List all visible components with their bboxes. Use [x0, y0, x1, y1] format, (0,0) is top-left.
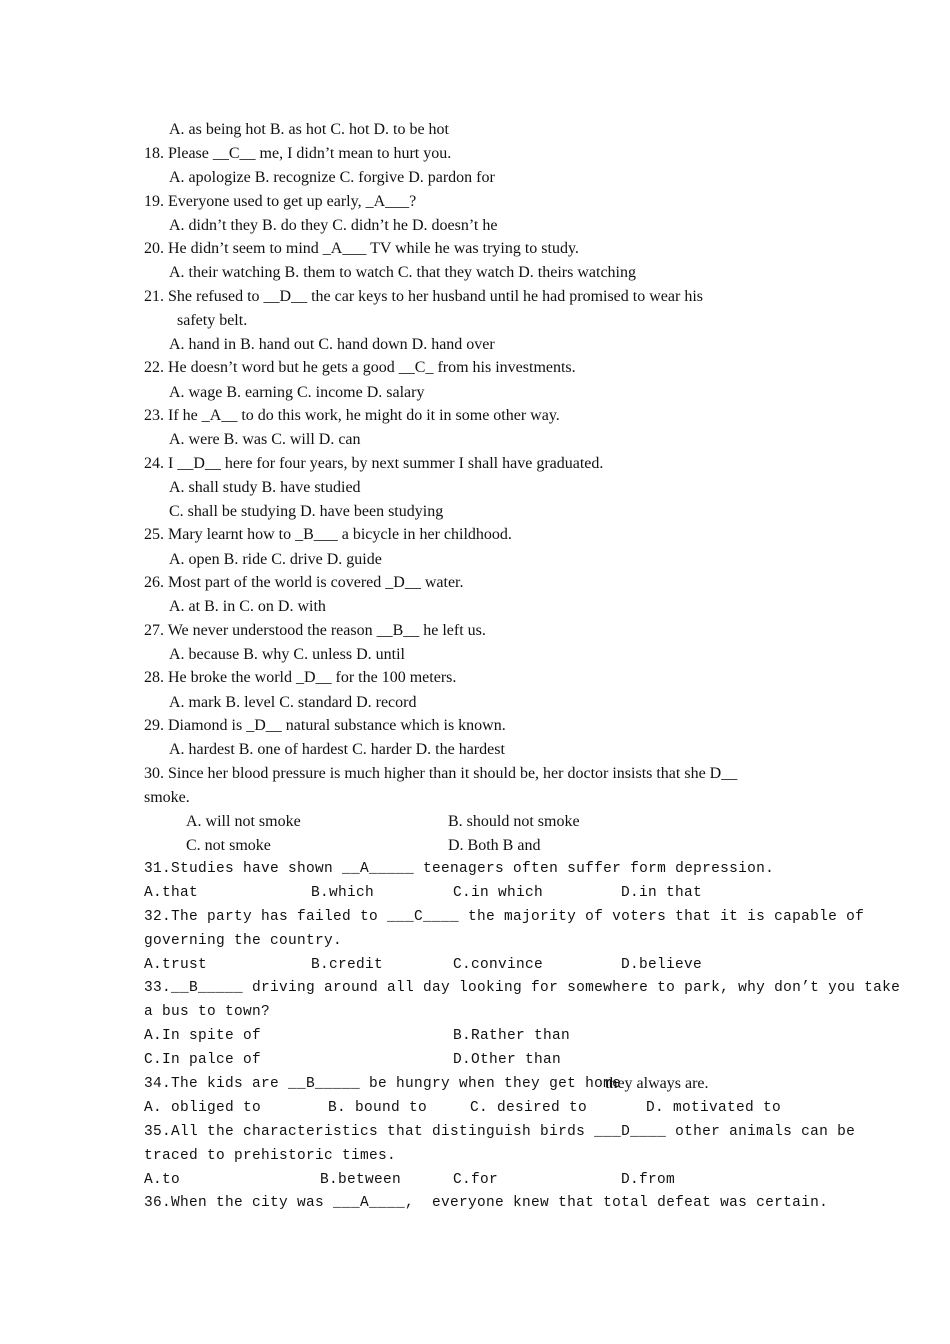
q22-question: 22. He doesn’t word but he gets a good __C_ from his investments. [144, 359, 576, 376]
q34-question: 34.The kids are __B_____ be hungry when they get home [144, 1076, 622, 1092]
q32-option-a: A.trust [144, 957, 208, 973]
q19-options: A. didn’t they B. do they C. didn’t he D. doesn’t he [169, 217, 498, 234]
q36-question: 36.When the city was ___A____, everyone knew that total defeat was certain. [144, 1195, 829, 1211]
q18-question: 18. Please __C__ me, I didn’t mean to hurt you. [144, 145, 452, 162]
q18-options: A. apologize B. recognize C. forgive D. pardon for [169, 169, 495, 186]
q25-question: 25. Mary learnt how to _B___ a bicycle in her childhood. [144, 526, 512, 543]
q24-question: 24. I __D__ here for four years, by next summer I shall have graduated. [144, 455, 604, 472]
q30-option-a: A. will not smoke [186, 813, 301, 830]
q33-question: 33.__B_____ driving around all day looking for somewhere to park, why don’t you take [144, 980, 901, 996]
q35-option-d: D.from [621, 1172, 676, 1188]
q23-options: A. were B. was C. will D. can [169, 431, 361, 448]
q32-option-d: D.believe [621, 957, 703, 973]
q17-options: A. as being hot B. as hot C. hot D. to be hot [169, 121, 449, 138]
q34-question-tail: they always are. [605, 1075, 709, 1092]
q21-question: 21. She refused to __D__ the car keys to her husband until he had promised to wear his [144, 288, 703, 305]
q30-option-d: D. Both B and [448, 837, 541, 854]
q31-option-c: C.in which [453, 885, 544, 901]
q31-option-a: A.that [144, 885, 199, 901]
q25-options: A. open B. ride C. drive D. guide [169, 551, 382, 568]
q33-option-d: D.Other than [453, 1052, 562, 1068]
q34-option-d: D. motivated to [646, 1100, 782, 1116]
q24-options-2: C. shall be studying D. have been studying [169, 503, 444, 520]
q35-option-b: B.between [320, 1172, 402, 1188]
q35-question: 35.All the characteristics that distinguish birds ___D____ other animals can be [144, 1124, 856, 1140]
q35-question-cont: traced to prehistoric times. [144, 1148, 397, 1164]
q31-question: 31.Studies have shown __A_____ teenagers often suffer form depression. [144, 861, 775, 877]
q27-options: A. because B. why C. unless D. until [169, 646, 405, 663]
q26-question: 26. Most part of the world is covered _D__ water. [144, 574, 464, 591]
q21-options: A. hand in B. hand out C. hand down D. hand over [169, 336, 495, 353]
q35-option-a: A.to [144, 1172, 181, 1188]
q31-option-d: D.in that [621, 885, 703, 901]
q31-option-b: B.which [311, 885, 375, 901]
q27-question: 27. We never understood the reason __B__ he left us. [144, 622, 486, 639]
q22-options: A. wage B. earning C. income D. salary [169, 384, 425, 401]
q30-option-c: C. not smoke [186, 837, 271, 854]
q33-option-b: B.Rather than [453, 1028, 571, 1044]
q30-question: 30. Since her blood pressure is much higher than it should be, her doctor insists that she D__ [144, 765, 738, 782]
q32-question-cont: governing the country. [144, 933, 343, 949]
q33-option-a: A.In spite of [144, 1028, 262, 1044]
q28-question: 28. He broke the world _D__ for the 100 meters. [144, 669, 457, 686]
q20-question: 20. He didn’t seem to mind _A___ TV while he was trying to study. [144, 240, 579, 257]
q35-option-c: C.for [453, 1172, 499, 1188]
q32-question: 32.The party has failed to ___C____ the majority of voters that it is capable of [144, 909, 865, 925]
q30-question-cont: smoke. [144, 789, 190, 806]
q23-question: 23. If he _A__ to do this work, he might do it in some other way. [144, 407, 560, 424]
q20-options: A. their watching B. them to watch C. that they watch D. theirs watching [169, 264, 636, 281]
q30-option-b: B. should not smoke [448, 813, 580, 830]
q19-question: 19. Everyone used to get up early, _A___? [144, 193, 417, 210]
q28-options: A. mark B. level C. standard D. record [169, 694, 417, 711]
q33-question-cont: a bus to town? [144, 1004, 271, 1020]
q34-option-a: A. obliged to [144, 1100, 262, 1116]
q34-option-c: C. desired to [470, 1100, 588, 1116]
q34-option-b: B. bound to [328, 1100, 428, 1116]
q24-options-1: A. shall study B. have studied [169, 479, 361, 496]
q29-options: A. hardest B. one of hardest C. harder D. the hardest [169, 741, 505, 758]
q33-option-c: C.In palce of [144, 1052, 262, 1068]
q26-options: A. at B. in C. on D. with [169, 598, 326, 615]
q32-option-c: C.convince [453, 957, 544, 973]
q29-question: 29. Diamond is _D__ natural substance which is known. [144, 717, 506, 734]
q21-question-cont: safety belt. [177, 312, 248, 329]
q32-option-b: B.credit [311, 957, 384, 973]
